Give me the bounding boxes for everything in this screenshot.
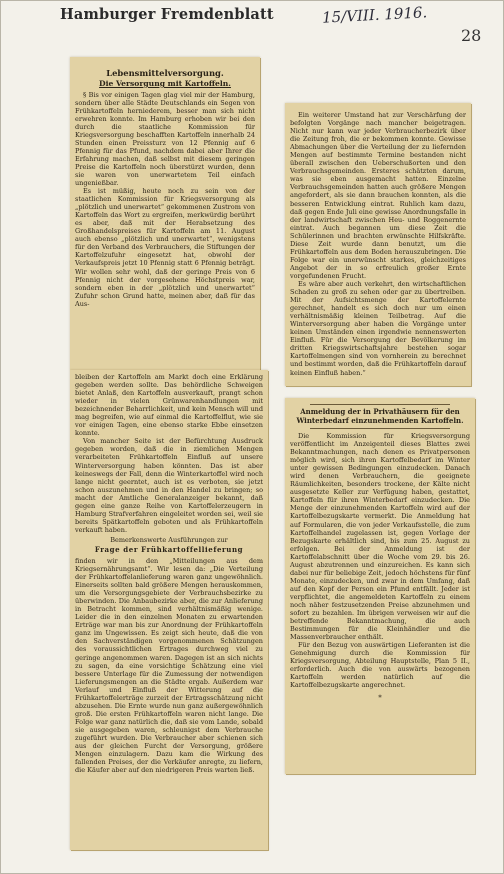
clipping-left-bottom xyxy=(70,370,268,850)
paragraph: Ein weiterer Umstand hat zur Verschärfung der befolgten Vorgänge nach mancher beigetragen. Nicht nur kann war jeder Verbraucherbezirk über die Zeitung froh, die er bekommen konnte. Gewisse Abmachungen über die Verteilung der zu liefernden Mengen auf bestimmte Termine bestanden nicht überall zwischen den Ueberschußorten und den Verbrauchsgemeinden. Ersteres schätzten darum, was sie eben ausgemacht hatten. Einzelne Verbrauchsgemeinden hatten auch größere Mengen angefordert, als sie dann brauchen konnten, als die besseren Entwicklung eintrat. Ruhlich kam dazu, daß gegen Ende Juli eine gewisse Anordnungsfalle in der landwirtschaft zwischen Heu- und Roggenernte eintrat. Auch begannen um diese Zeit die Schülerinnen und brachten erwünschte Hilfskräfte. Diese Zeit wurde dann benutzt, um die Frühkartoffeln aus dem Boden herauszubringen. Die Folge war ein unerwünscht starkes, gleichzeitiges Angebot der in so erfreulich großer Ernte vorgefundenen Frucht. xyxy=(290,111,466,280)
clipping-right-bottom xyxy=(285,398,475,774)
end-mark: * xyxy=(378,693,382,702)
newspaper-title: Hamburger Fremdenblatt xyxy=(60,6,274,23)
paragraph: bleiben der Kartoffeln am Markt doch eine Erklärung gegeben werden sollte. Das behördliche Schweigen bietet Anlaß, den Kartoffeln ausverkauft, prangt schon wieder in vielen Grünwarenhandlungen mit bezeichnender Beharrlichkeit, und kein Mensch will und mag begreifen, wie auf einmal die Kartoffelflut, wie sie vor einigen Tagen, eine ebenso starke Ebbe einsetzen konnte. xyxy=(75,373,263,438)
paragraph: Für den Bezug von auswärtigen Lieferanten ist die Genehmigung durch die Kommission für Kriegsversorgung, Abteilung Hauptstelle, Plan 5 II., erforderlich. Auch die von auswärts bezogenen Kartoffeln werden natürlich auf die Kartoffelbezugskarte angerechnet. xyxy=(290,641,470,690)
clipping-right-top xyxy=(285,103,471,386)
clipping-left-top xyxy=(70,57,260,370)
paragraph: Von mancher Seite ist der Befürchtung Ausdruck gegeben worden, daß die in ziemlichen Mengen verarbeiteten Frühkartoffeln Einfluß auf unsere Winterversorgung haben könnten. Das ist aber keineswegs der Fall, denn die Winterkartoffel wird noch lange nicht geerntet, auch ist es verboten, sie jetzt schon auszunehmen und in den Handel zu bringen; so macht der Amtliche Generalanzeiger bekannt, daß gegen eine ganze Reihe von Kartoffelerzeugern in Hamburg Strafverfahren eingeleitet worden sei, weil sie bereits Spätkartoffeln geboten und als Frühkartoffeln verkauft haben. xyxy=(75,437,263,534)
paragraph: Es ist müßig, heute noch zu sein von der staatlichen Kommission für Kriegsversorgung als „plötzlich und unerwartet“ gekommenen Zustrom von Kartoffeln das Wort zu ergreifen, merkwürdig berührt es aber, daß mit der Herabsetzung des Großhandelspreises für Kartoffeln am 11. August auch ebenso „plötzlich und unerwartet“, wenigstens für den Verband des Verbrauchers, die Stiftungen der Kartoffelzufuhr eingesetzt hat, obwohl der Verkaufspreis jetzt 10 Pfennig statt 6 Pfennig beträgt. Wir wollen sehr wohl, daß der geringe Preis von 6 Pfennig nicht der vorgesehene Höchstpreis war, sondern eben in der „plötzlich und unerwartet“ Zufuhr schon Grund hatte, meinen aber, daß für das Aus- xyxy=(75,187,255,308)
paragraph: § Bis vor einigen Tagen glag viel mir der Hamburg, sondern über alle Städte Deutschlands ein Segen von Frühkartoffeln herniederem, besser man sich nicht erwehren konnte. Im Hamburg erhoben wir bei den durch die staatliche Kommission für Kriegsversorgung beschafften Kartoffeln innerhalb 24 Stunden einen Preissturz von 12 Pfennig auf 6 Pfennig für das Pfund, nachdem dabei aber Ihrer die Erfahrung machen, daß selbst mit diesem geringen Preise die Kartoffeln noch überstürzt wurden, denn sie waren von unerwartetem Teil einfach ungenießbar. xyxy=(75,90,255,188)
paragraph: finden wir in den „Mitteilungen aus dem Kriegsernährungsamt“. Wir lesen da: „Die Verteilung der Frühkartoffelanlieferung waren ganz ungewöhnlich. Einerseits sollten bald größere Mengen herauskommen, um die Versorgungsgebiete der Verbrauchsbezirke zu überwinden. Die Anbaubezirke aber, die zur Anlieferung in Betracht kommen, sind verhältnismäßig wenige. Leider die in den einzelnen Monaten zu erwartenden Erträge war man bis zur Anordnung der Frühkartoffeln ganz im Ungewissen. Es zeigt sich heute, daß die von den Sachverständigen vorgenommenen Schätzungen des voraussichtlichen Ertrages durchweg viel zu geringe angenommen waren. Dagegen ist an sich nichts zu sagen, da eine vorsichtige Schätzung eine viel bessere Unterlage für die Zumessung der notwendigen Lieferungsmengen an die Städte ergab. Außerdem war Verlauf und Einfluß der Witterung auf die Frühkartoffelerträge zurzeit der Ertragsschätzung nicht abzusehen. Die Ernte wurde nun ganz außergewöhnlich groß. Die ersten Frühkartoffeln waren nicht lange. Die Folge war ganz natürlich die, daß sie vom Lande, sobald sie ausgegeben waren, schleunigst dem Verbrauche zugeführt wurden. Die Verbraucher aber schienen sich aus der gleichen Furcht der Versorgung, größere Mengen einzulagern. Dazu kam die Wirkung des fallenden Preises, der die Verkäufer anregte, zu liefern, die Käufer aber auf den niedrigeren Preis warten ließ. xyxy=(75,556,263,775)
paragraph: Es wäre aber auch verkehrt, den wirtschaftlichen Schaden zu groß zu sehen oder gar zu übertreiben. Mit der Aufsichtsmenge der Kartoffelernte gerechnet, handelt es sich doch nur um einen verhältnismäßig kleinen Teilbetrag. Auf die Winterversorgung aber haben die Vorgänge unter keinen Umständen einen irgendwie nennenswerten Einfluß. Für die Versorgung der Bevölkerung im dritten Kriegswirtschaftsjahre bestehen sogar Kartoffelmengen sind von vornherein zu berechnet und bestimmt worden, daß die Frühkartoffeln darauf keinen Einfluß haben.“ xyxy=(290,279,466,377)
section-intro: Bemerkenswerte Ausführungen zur xyxy=(110,535,228,544)
section-heading: Frage der Frühkartoffellieferung xyxy=(94,545,244,555)
article-headline: Anmeldung der in Privathäusern für den Winterbedarf einzunehmenden Kartoffeln. xyxy=(296,407,464,425)
divider xyxy=(310,404,450,405)
handwritten-date: 15/VIII. 1916. xyxy=(321,3,428,27)
page-number: 28 xyxy=(461,26,482,45)
paragraph: Die Kommission für Kriegsversorgung veröffentlicht im Anzeigenteil dieses Blattes zwei Bekanntmachungen, nach denen es Privatpersonen möglich wird, sich ihren Kartoffelbedarf im Winter unter gewissen Bedingungen einzudecken. Danach wird denen Verbrauchern, die geeignete Räumlichkeiten, besonders trockene, der Kälte nicht ausgesetzte Keller zur Verfügung haben, gestattet, Kartoffeln für ihren Winterbedarf einzudecken. Die Menge der einzunehmenden Kartoffeln wird auf der Kartoffelbezugskarte vermerkt. Die Anmeldung hat auf Formularen, die von jeder Verkaufsstelle, die zum Kartoffelhandel zugelassen ist, gegen Vorlage der Bezugskarte erhältlich sind, bis zum 25. August zu erfolgen. Bei der Anmeldung ist der Kartoffelabschnitt über die Woche vom 29. bis 26. August abzutrennen und einzureichen. Es kann sich dabei nur für beliebige Zeit, jedoch höchstens für fünf Monate, einzudecken, und zwar in dem Umfang, daß auf den Kopf der Person ein Pfund entfällt. Jeder ist verpflichtet, die angemeldeten Kartoffeln zu einem noch näher festzusetzenden Preise abzunehmen und sofort zu bezahlen. Im übrigen verweisen wir auf die betreffende Bekanntmachung, die auch Bestimmungen für die Kleinhändler und die Massenverbraucher enthält. xyxy=(290,432,470,642)
divider xyxy=(310,428,450,429)
article-subheadline: Die Versorgung mit Kartoffeln. xyxy=(99,79,231,88)
article-headline: Lebensmittelversorgung. xyxy=(106,68,224,78)
